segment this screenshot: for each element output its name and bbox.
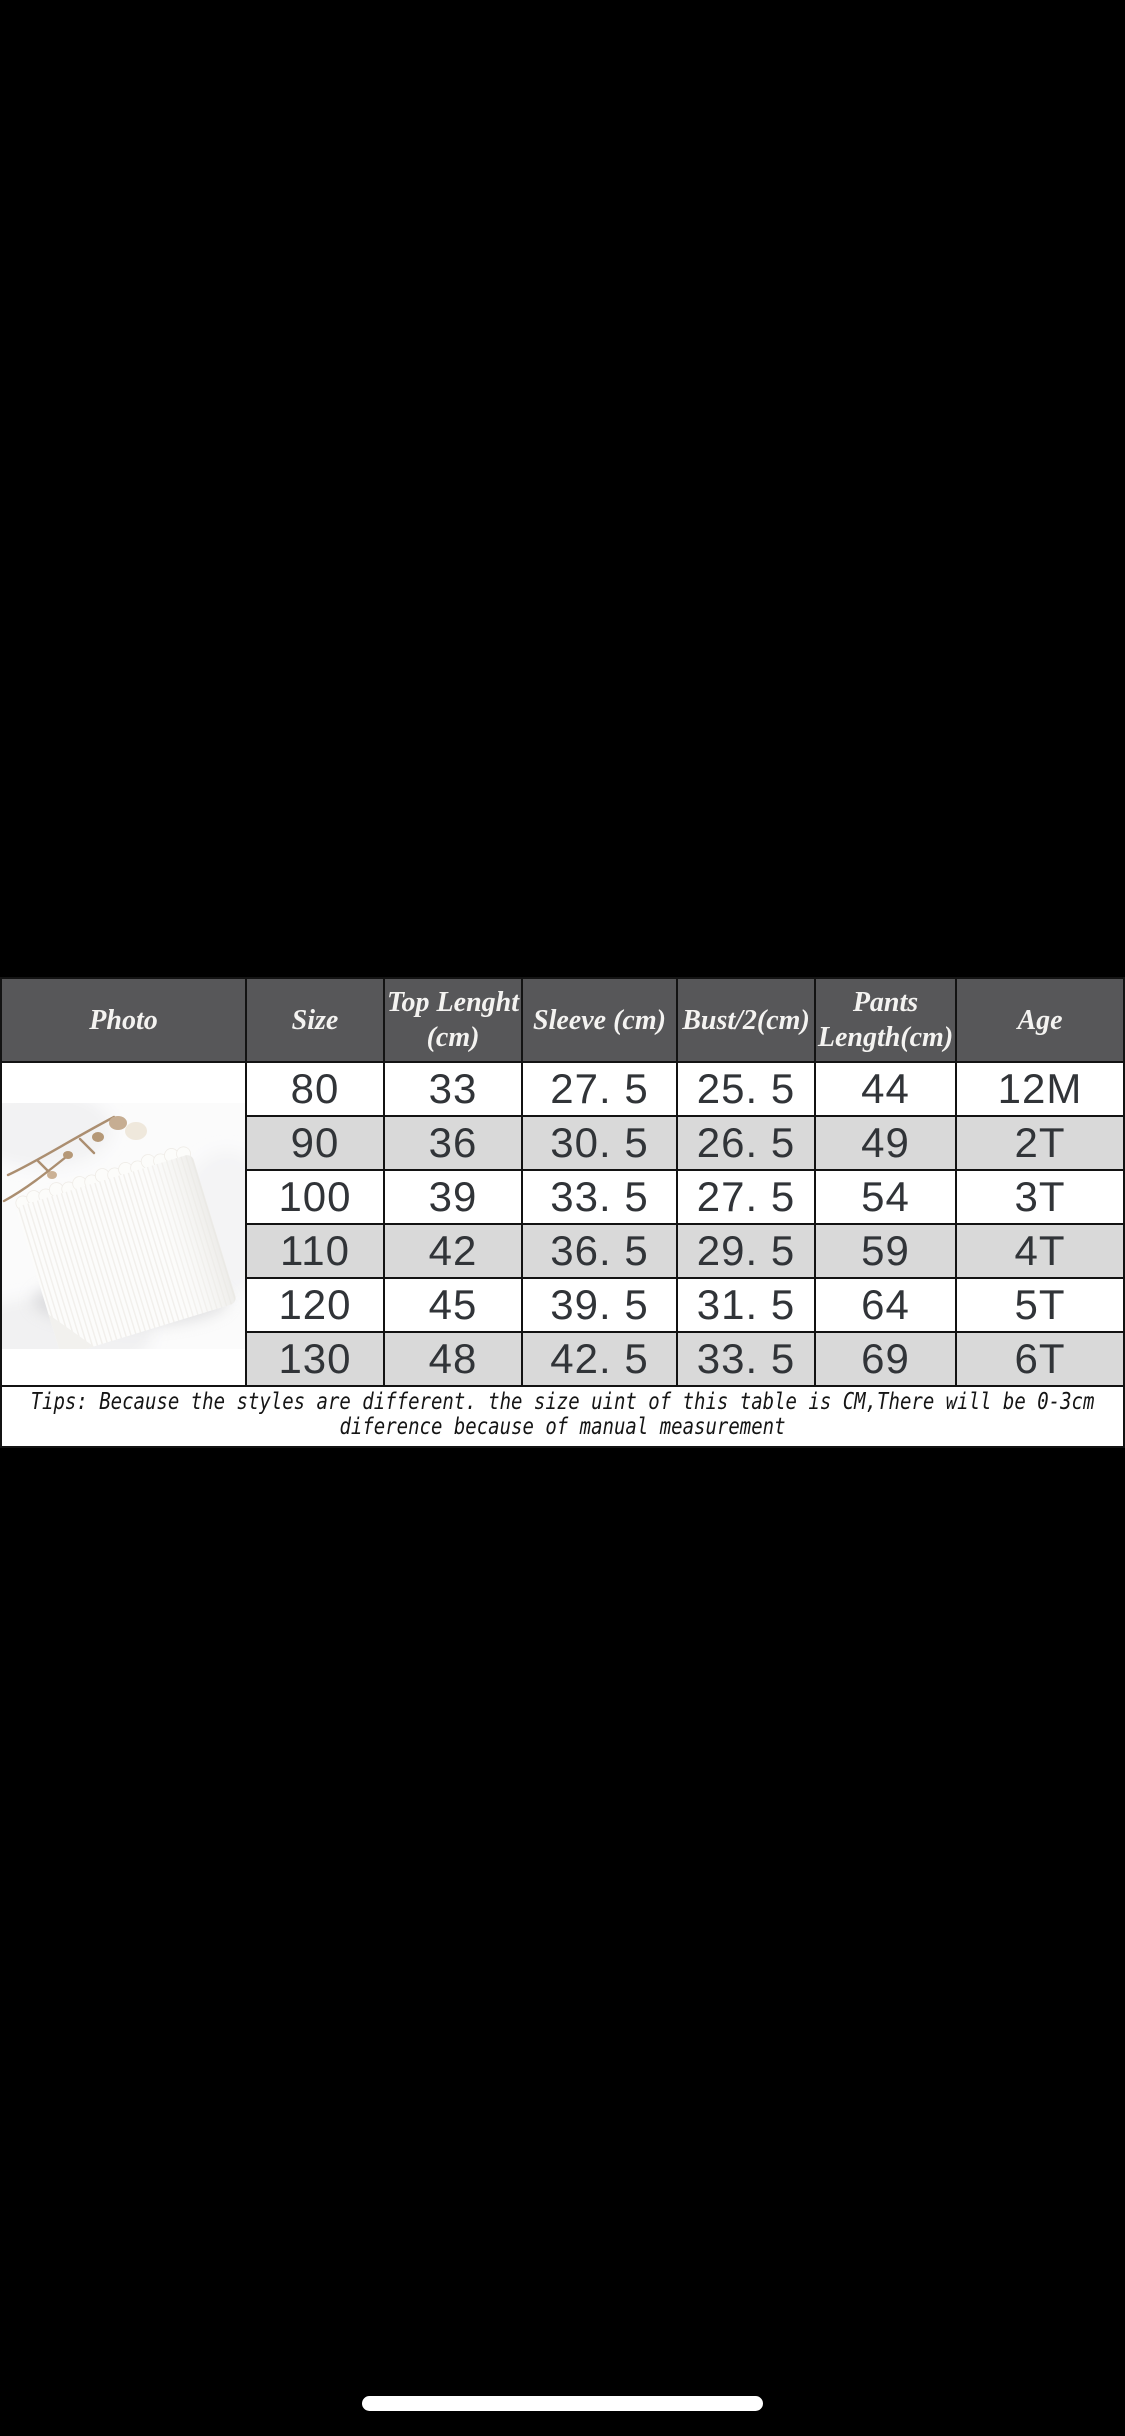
sleeve-cell: 36. 5	[523, 1225, 678, 1279]
size-cell: 120	[247, 1279, 385, 1333]
top-length-cell: 36	[385, 1117, 523, 1171]
bust-cell: 25. 5	[678, 1063, 816, 1117]
col-header-age	[957, 979, 1123, 1063]
col-header-pants-line1: Pants	[852, 987, 919, 1018]
col-header-photo	[2, 979, 247, 1063]
pants-cell: 54	[816, 1171, 957, 1225]
bust-cell: 33. 5	[678, 1333, 816, 1387]
col-header-top-length-line1: Top Lenght	[387, 987, 519, 1018]
age-cell: 6T	[957, 1333, 1123, 1387]
col-header-size-label: Size	[291, 1004, 339, 1036]
age-cell: 3T	[957, 1171, 1123, 1225]
bust-cell: 26. 5	[678, 1117, 816, 1171]
age-cell: 4T	[957, 1225, 1123, 1279]
top-length-cell: 42	[385, 1225, 523, 1279]
size-cell: 100	[247, 1171, 385, 1225]
sleeve-cell: 27. 5	[523, 1063, 678, 1117]
col-header-bust	[678, 979, 816, 1063]
col-header-bust-label: Bust/2(cm)	[682, 1004, 810, 1036]
col-header-size	[247, 979, 385, 1063]
size-cell: 90	[247, 1117, 385, 1171]
top-length-cell: 33	[385, 1063, 523, 1117]
sleeve-cell: 42. 5	[523, 1333, 678, 1387]
col-header-sleeve	[523, 979, 678, 1063]
bust-cell: 27. 5	[678, 1171, 816, 1225]
top-length-cell: 48	[385, 1333, 523, 1387]
pants-cell: 44	[816, 1063, 957, 1117]
top-length-cell: 39	[385, 1171, 523, 1225]
size-cell: 110	[247, 1225, 385, 1279]
age-cell: 5T	[957, 1279, 1123, 1333]
pants-cell: 49	[816, 1117, 957, 1171]
pants-cell: 64	[816, 1279, 957, 1333]
home-indicator[interactable]	[362, 2396, 763, 2411]
bust-cell: 31. 5	[678, 1279, 816, 1333]
col-header-pants-line2: Length(cm)	[817, 1022, 954, 1053]
pants-cell: 69	[816, 1333, 957, 1387]
age-cell: 12M	[957, 1063, 1123, 1117]
pants-cell: 59	[816, 1225, 957, 1279]
tips-line-2: diference because of manual measurement	[339, 1412, 786, 1440]
col-header-photo-label: Photo	[89, 1004, 158, 1036]
sleeve-cell: 33. 5	[523, 1171, 678, 1225]
col-header-top-length-line2: (cm)	[426, 1022, 480, 1053]
age-cell: 2T	[957, 1117, 1123, 1171]
size-chart-image[interactable]	[0, 977, 1125, 1448]
col-header-top-length	[385, 979, 523, 1063]
sleeve-cell: 30. 5	[523, 1117, 678, 1171]
top-length-cell: 45	[385, 1279, 523, 1333]
bust-cell: 29. 5	[678, 1225, 816, 1279]
col-header-age-label: Age	[1017, 1004, 1063, 1036]
tips-note	[2, 1387, 1123, 1442]
product-photo-cell	[2, 1063, 247, 1387]
size-cell: 130	[247, 1333, 385, 1387]
tips-line-1: Tips: Because the styles are different. the size uint of this table is CM,There will be 0-3cm	[30, 1387, 1095, 1415]
size-cell: 80	[247, 1063, 385, 1117]
product-photo	[2, 1103, 245, 1349]
size-table	[2, 979, 1123, 1387]
col-header-pants	[816, 979, 957, 1063]
sleeve-cell: 39. 5	[523, 1279, 678, 1333]
col-header-sleeve-label: Sleeve (cm)	[533, 1004, 666, 1036]
